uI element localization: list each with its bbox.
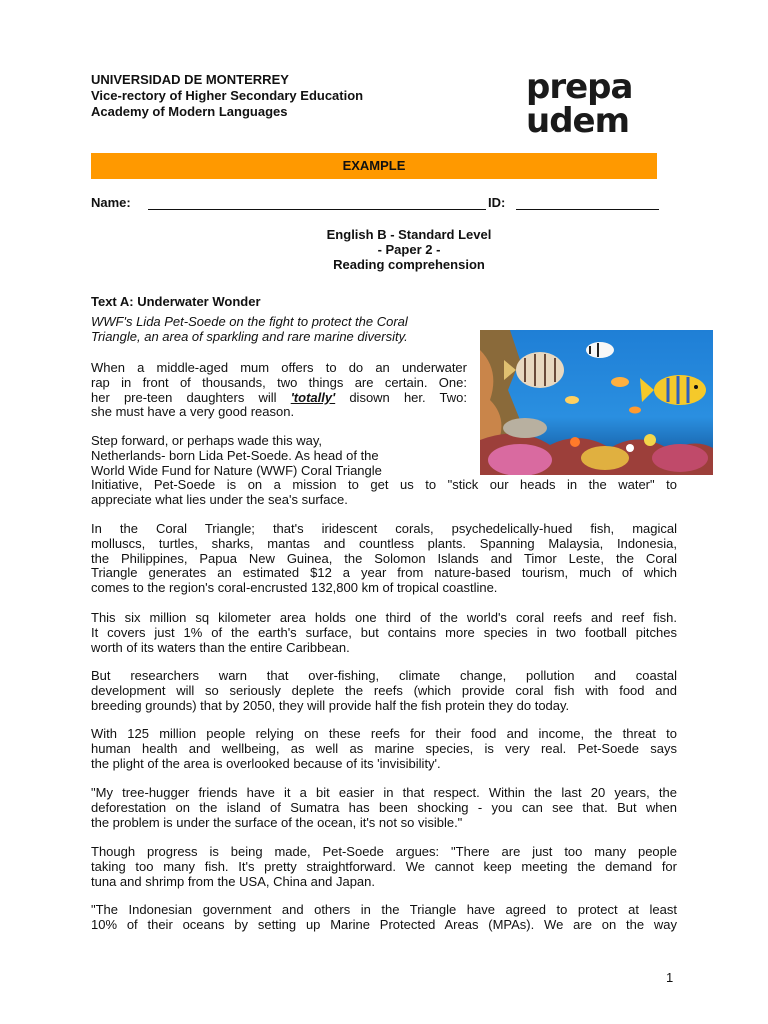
text-line: the plight of the area is overlooked because of its 'invisibility'. [91, 755, 441, 771]
page-number: 1 [666, 970, 674, 985]
id-label: ID: [488, 195, 506, 210]
intro-line: WWF's Lida Pet-Soede on the fight to protect the Coral [91, 314, 408, 329]
paragraph-2 [91, 434, 677, 508]
text-line: When a middle-aged mum offers to do an underwater [91, 360, 467, 375]
logo-line-prepa: prepa [526, 67, 633, 107]
academy-name: Academy of Modern Languages [91, 104, 288, 119]
id-blank-line [516, 209, 659, 210]
text-line: Step forward, or perhaps wade this way, [91, 433, 322, 448]
prepa-udem-logo [526, 67, 646, 141]
paragraph-9 [91, 903, 677, 933]
section-name: Reading comprehension [333, 257, 485, 272]
article-title: Text A: Underwater Wonder [91, 294, 261, 309]
text-line: It covers just 1% of the earth's surface, but contains more species in two football pitches [91, 624, 677, 640]
paragraph-5 [91, 669, 677, 713]
paper-number: - Paper 2 - [377, 242, 441, 257]
text-line: Netherlands- born Lida Pet-Soede. As head of the [91, 447, 379, 463]
text-line: World Wide Fund for Nature (WWF) Coral Triangle [91, 462, 382, 478]
name-blank-line [148, 209, 486, 210]
paragraph-8 [91, 845, 677, 889]
text-line: But researchers warn that over-fishing, climate change, pollution and coastal [91, 668, 677, 683]
text-line: the Philippines, Papua New Guinea, the Solomon Islands and Timor Leste, the Coral [91, 550, 677, 566]
text-line: the problem is under the surface of the ocean, it's not so visible." [91, 814, 463, 830]
text-line: In the Coral Triangle; that's iridescent corals, psychedelically-hued fish, magical [91, 521, 677, 536]
paragraph-1 [91, 361, 467, 420]
text-line: molluscs, turtles, sharks, mantas and countless plants. Spanning Malaysia, Indonesia, [91, 535, 677, 551]
student-info-row [91, 195, 661, 213]
text-line-mixed [91, 391, 467, 406]
university-name: UNIVERSIDAD DE MONTERREY [91, 72, 289, 87]
text-line: comes to the region's coral-encrusted 132,800 km of tropical coastline. [91, 580, 498, 596]
text-line: development will so seriously deplete the reefs (which provide coral fish with food and [91, 682, 677, 698]
intro-line: Triangle, an area of sparkling and rare marine diversity. [91, 328, 408, 344]
course-level: English B - Standard Level [326, 227, 492, 242]
text-line: Triangle generates an estimated $12 a year from nature-based tourism, much of which [91, 565, 677, 581]
text-line: taking too many fish. It's pretty straightforward. We cannot keep meeting the demand for [91, 858, 677, 874]
example-banner: EXAMPLE [91, 153, 657, 179]
institution-header [91, 72, 363, 120]
paragraph-6 [91, 727, 677, 771]
text-line: human health and wellbeing, as well as marine species, is very real. Pet-Soede says [91, 740, 677, 756]
text-line: appreciate what lies under the sea's surface. [91, 492, 348, 508]
text-line: tuna and shrimp from the USA, China and Japan. [91, 873, 375, 889]
text-line: "The Indonesian government and others in the Triangle have agreed to protect at least [91, 902, 677, 917]
text-fragment: her pre-teen daughters will [91, 389, 291, 405]
paragraph-4 [91, 611, 677, 655]
article-intro [91, 315, 467, 345]
vice-rectory-name: Vice-rectory of Higher Secondary Education [91, 88, 364, 103]
text-line: "My tree-hugger friends have it a bit easier in that respect. Within the last 20 years, the [91, 785, 677, 800]
text-line: rap in front of thousands, two things are certain. One: [91, 374, 467, 390]
text-line: With 125 million people relying on these reefs for their food and income, the threat to [91, 726, 677, 741]
text-line: deforestation on the island of Sumatra has been shocking - you can see that. But when [91, 799, 677, 815]
emphasized-word: 'totally' [290, 389, 336, 405]
exam-subtitle [91, 227, 727, 272]
name-label: Name: [91, 195, 131, 210]
logo-line-udem: udem [526, 101, 630, 141]
paragraph-7 [91, 786, 677, 830]
text-line: Initiative, Pet-Soede is on a mission to get us to "stick our heads in the water" to [91, 477, 677, 493]
text-fragment: disown her. Two: [335, 389, 467, 405]
text-line: Though progress is being made, Pet-Soede argues: "There are just too many people [91, 844, 677, 859]
text-line: This six million sq kilometer area holds one third of the world's coral reefs and reef fish. [91, 610, 677, 625]
paragraph-3 [91, 522, 677, 596]
text-line: 10% of their oceans by setting up Marine Protected Areas (MPAs). We are on the way [91, 916, 677, 932]
text-line: she must have a very good reason. [91, 404, 295, 420]
text-line: breeding grounds) that by 2050, they will provide half the fish protein they do today. [91, 697, 570, 713]
text-line: worth of its waters than the entire Caribbean. [91, 639, 350, 655]
